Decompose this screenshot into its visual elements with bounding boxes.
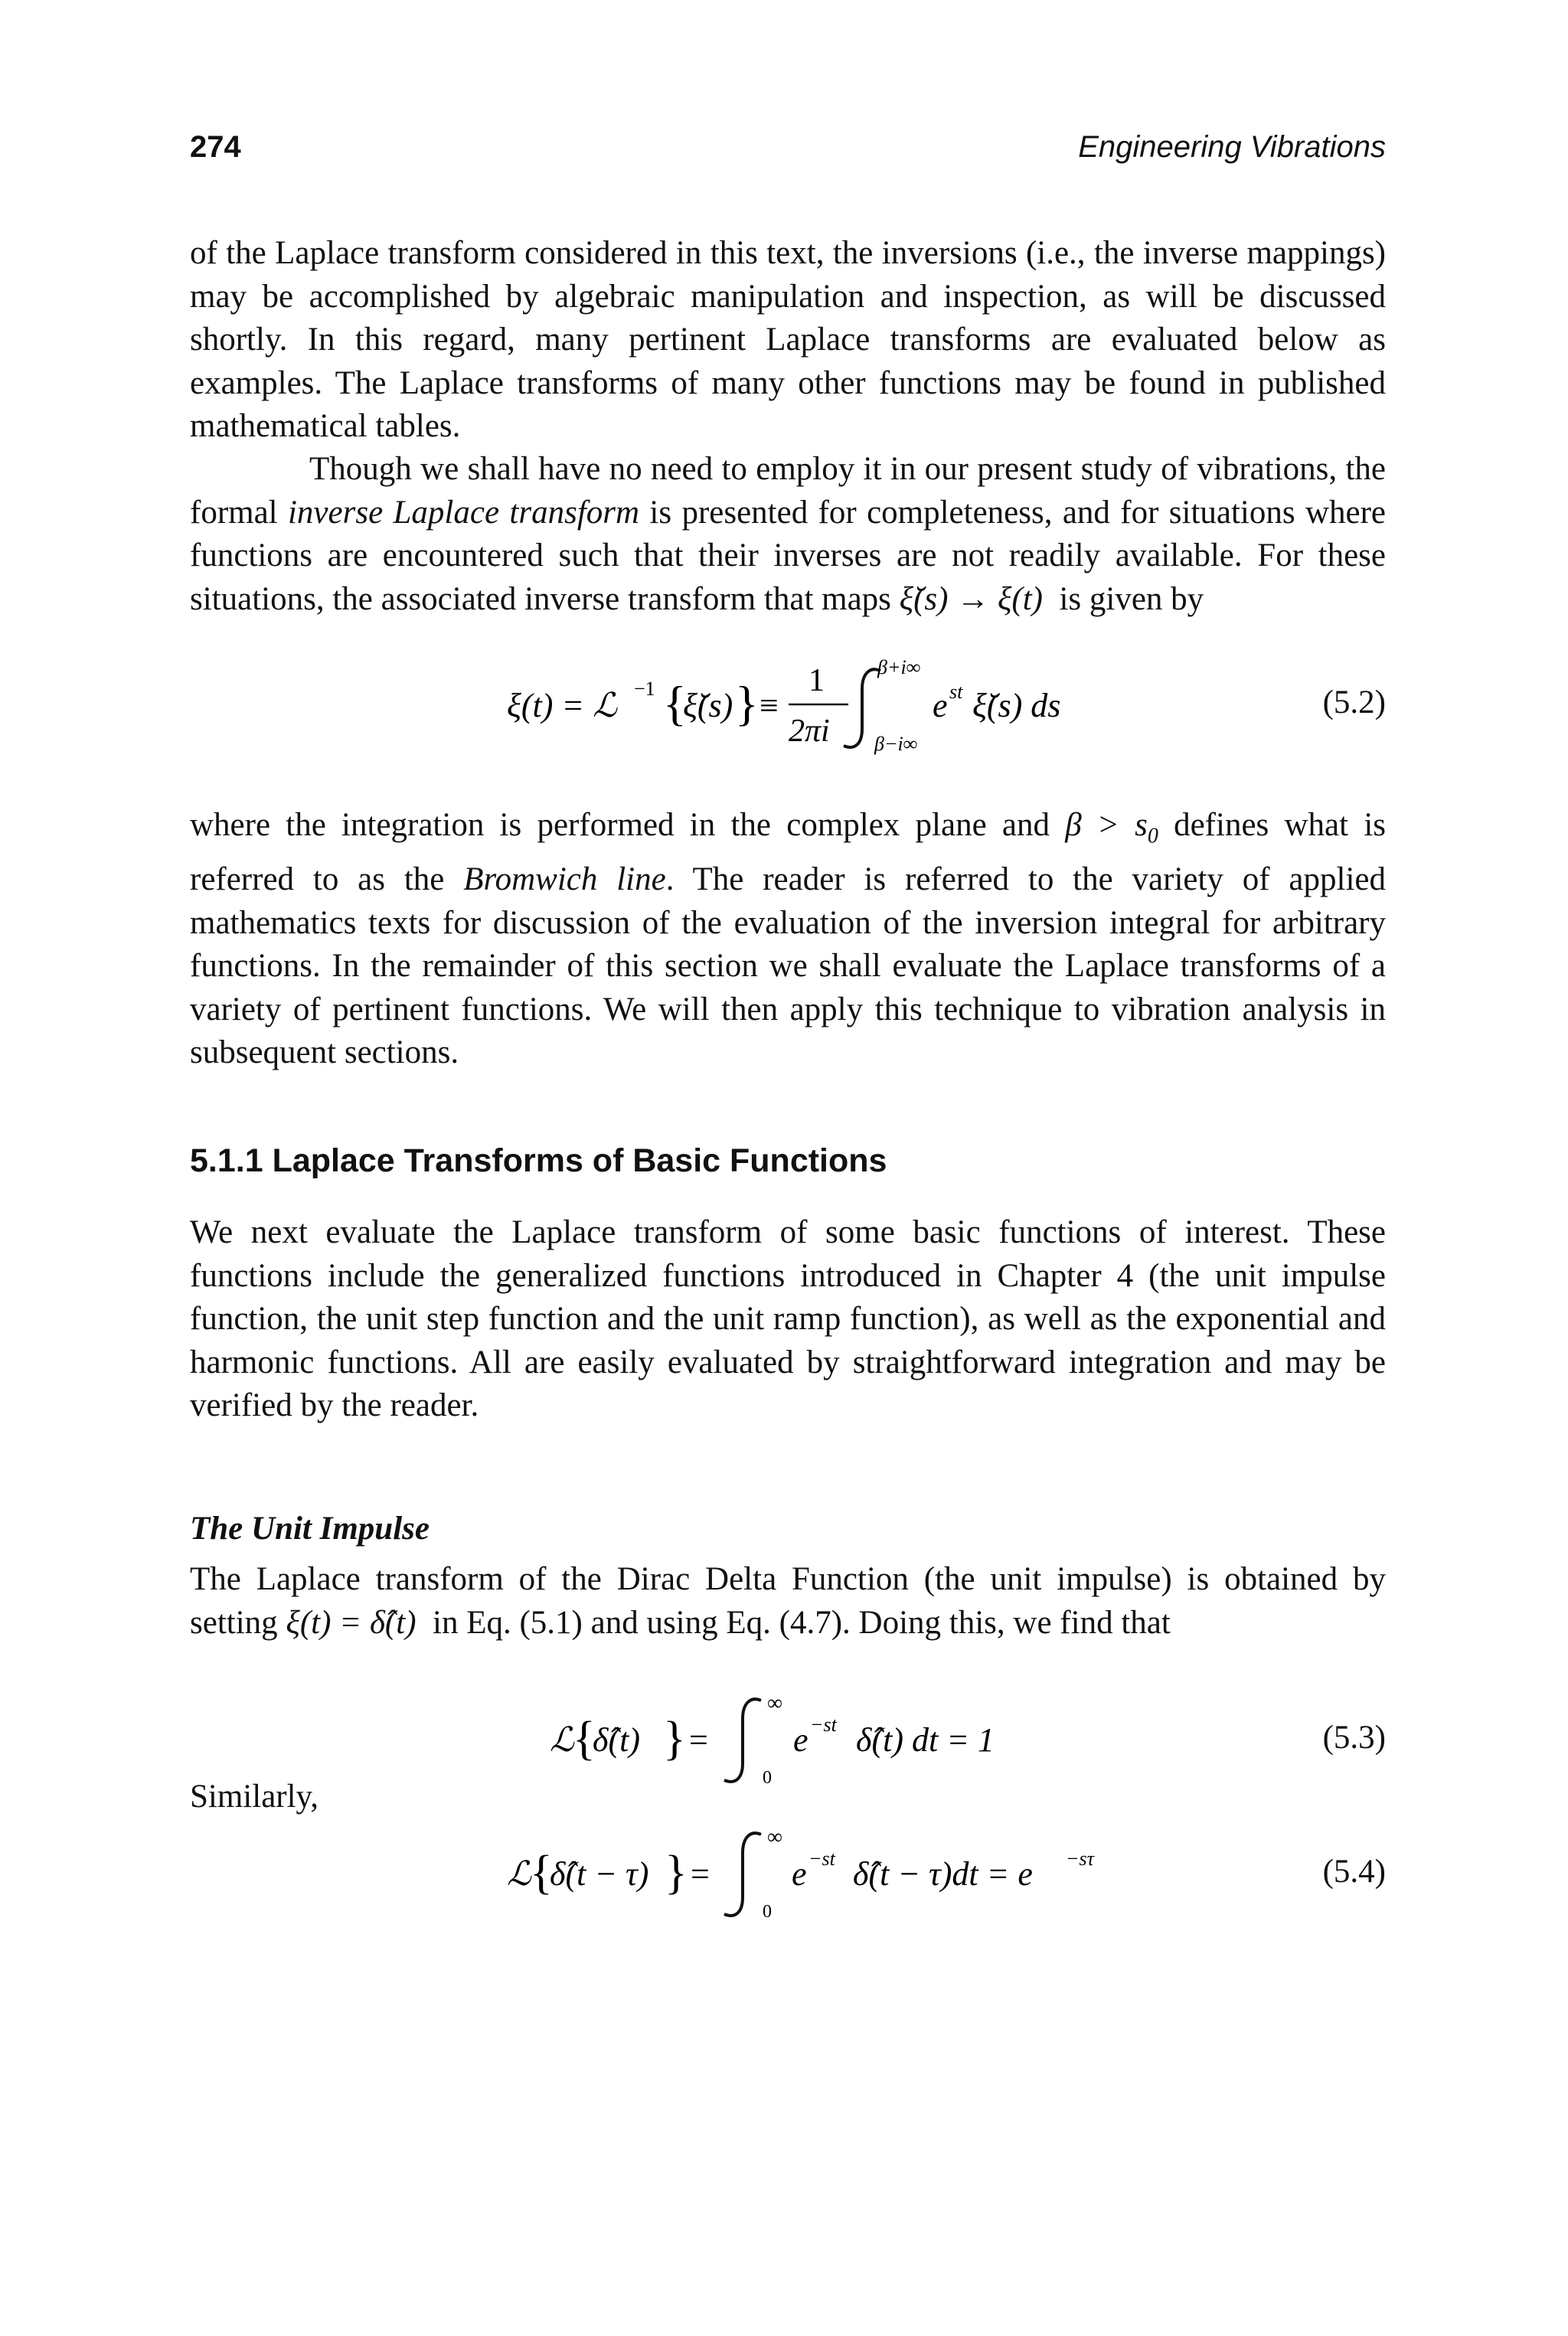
eq-5-3-lower-limit: 0 [763, 1768, 772, 1788]
eq-5-4-equals: = [691, 1855, 710, 1893]
paragraph-5-text-a: The Laplace transform of the Dirac Delta Function (the unit impulse) is obtained by setting [190, 1561, 1386, 1641]
eq-5-2-right-brace: } [735, 676, 759, 730]
eq-5-3-upper-limit: ∞ [767, 1691, 782, 1715]
inline-math-subscript: 0 [1147, 824, 1158, 848]
eq-5-4-rhs-exponent: −sτ [1066, 1848, 1094, 1870]
eq-5-3-right-brace: } [663, 1713, 686, 1765]
paragraph-2-text-b: is presented for completeness, and for situations where functions are encountered such that their inverses are not readily available. For these situations, the associated inverse transform that maps [190, 494, 1386, 617]
eq-5-2-lower-limit: β−i∞ [874, 733, 918, 755]
paragraph-2-text-c: is given by [1050, 580, 1204, 617]
paragraph-1: of the Laplace transform considered in this text, the inversions (i.e., the inverse mappings) may be accomplished by algebraic manipulation and inspection, as will be discussed shortly. In this regard, many pertinent Laplace transforms are evaluated below as examples. The Laplace transforms of many other functions may be found in published mathematical tables. [190, 235, 1386, 444]
eq-5-2-equiv: ≡ [760, 687, 779, 724]
paragraph-2-text-a: Though we shall have no need to employ it in our present study of vibrations, the formal [190, 451, 1386, 531]
eq-5-2-integrand-exponent: st [949, 681, 963, 703]
eq-5-2-left-brace: { [663, 676, 687, 730]
eq-5-4-laplace-symbol: ℒ [507, 1855, 531, 1893]
eq-5-4-lower-limit: 0 [763, 1902, 772, 1922]
eq-5-3-left-brace: { [573, 1713, 596, 1765]
paragraph-3-text-b: defines what is referred to as the [190, 807, 1387, 898]
eq-5-2-fraction-denominator: 2πi [789, 714, 830, 749]
eq-5-2-lhs: ξ(t) = ℒ [507, 687, 617, 724]
running-title: Engineering Vibrations [1078, 130, 1386, 164]
eq-5-4-argument: δ̂(t − τ) [550, 1855, 649, 1893]
subsection-heading: The Unit Impulse [190, 1511, 430, 1547]
eq-5-3-integral-sign [724, 1699, 761, 1782]
paragraph-2 [190, 448, 1386, 621]
eq-5-4-integrand-base: e [792, 1855, 807, 1893]
eq-5-3-equals: = [689, 1721, 708, 1759]
page-number: 274 [190, 130, 241, 164]
eq-5-4-integrand-rest: δ̂(t − τ)dt = e [853, 1855, 1033, 1893]
equation-5-2-number: (5.2) [1322, 684, 1386, 720]
inline-math-mapping: ξ̆(s) → ξ(t) [899, 580, 1043, 617]
inline-math-delta: ξ(t) = δ̂(t) [286, 1604, 416, 1641]
eq-5-2-argument: ξ̆(s) [683, 687, 733, 724]
paragraph-4: We next evaluate the Laplace transform of some basic functions of interest. These functions include the generalized functions introduced in Chapter 4 (the unit impulse function, the unit step function and the unit ramp function), as well as the exponential and harmonic functions. All are easily evaluated by straightforward integration and may be verified by the reader. [190, 1214, 1386, 1423]
paragraph-3-text-c: . The reader is referred to the variety of applied mathematics texts for discussion of the evaluation of the inversion integral for arbitrary functions. In the remainder of this section we shall evaluate the Laplace transforms of a variety of pertinent functions. We will then apply this technique to vibration analysis in subsequent sections. [190, 861, 1386, 1071]
paragraph-5 [190, 1558, 1386, 1645]
eq-5-3-integrand-rest: δ̂(t) dt = 1 [856, 1721, 995, 1759]
eq-5-2-integrand-base: e [933, 687, 948, 724]
inline-math-beta: β > s [1065, 807, 1148, 843]
section-heading: 5.1.1 Laplace Transforms of Basic Functions [190, 1142, 887, 1179]
equation-5-3-number: (5.3) [1322, 1720, 1386, 1756]
paragraph-3 [190, 804, 1386, 1075]
eq-5-2-upper-limit: β+i∞ [877, 656, 921, 678]
paragraph-3-text-a: where the integration is performed in the complex plane and [190, 807, 1066, 843]
eq-5-4-integrand-exponent: −st [808, 1848, 835, 1870]
eq-5-2-integrand-rest: ξ̆(s) ds [972, 687, 1061, 724]
eq-5-3-laplace-symbol: ℒ [550, 1721, 574, 1759]
equation-5-4-number: (5.4) [1322, 1854, 1386, 1890]
eq-5-4-integral-sign [724, 1833, 761, 1916]
paragraph-5-text-b: in Eq. (5.1) and using Eq. (4.7). Doing this, we find that [424, 1604, 1171, 1641]
eq-5-2-inverse-exponent: −1 [634, 678, 655, 700]
eq-5-4-upper-limit: ∞ [767, 1825, 782, 1849]
eq-5-2-fraction-numerator: 1 [808, 663, 825, 698]
term-bromwich-line: Bromwich line [463, 861, 666, 898]
term-inverse-laplace-transform: inverse Laplace transform [287, 494, 640, 531]
eq-5-3-integrand-exponent: −st [810, 1714, 837, 1736]
eq-5-3-integrand-base: e [793, 1721, 808, 1759]
eq-5-3-argument: δ̂(t) [593, 1721, 640, 1759]
eq-5-4-left-brace: { [530, 1847, 553, 1899]
eq-5-4-right-brace: } [665, 1847, 688, 1899]
similarly-text: Similarly, [190, 1779, 319, 1815]
page-header [190, 130, 1386, 176]
